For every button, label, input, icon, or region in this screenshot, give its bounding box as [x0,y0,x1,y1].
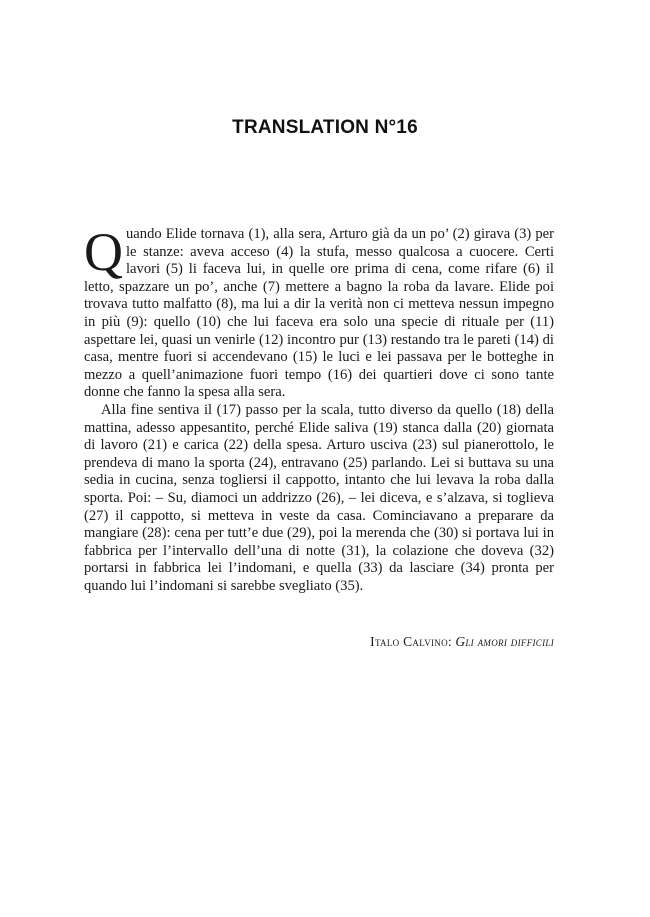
paragraph-1-text: uando Elide tornava (1), alla sera, Arturo già da un po’ (2) girava (3) per le stanze: aveva acceso (4) la stufa, messo qualcosa a cuocere. Certi lavori (5) li faceva lui, in quelle ore prima di cena, come rifare (6) il letto, spazzare un po’, anche (7) mettere a bagno la roba da lavare. Elide poi trovava tutto malfatto (8), ma lui a dir la verità non ci metteva nessun impegno in più (9): quello (10) che lui faceva era solo una specie di rituale per (11) aspettare lei, quasi un venirle (12) incontro pur (13) restando tra le pareti (14) di casa, mentre fuori si accendevano (15) le luci e lei passava per le botteghe in mezzo a quell’animazione fuori tempo (16) dei quartieri dove ci sono tante donne che fanno la spesa alla sera. [84,226,554,401]
work-title: Gli amori difficili [455,634,554,649]
page-title: TRANSLATION N°16 [232,117,418,138]
attribution [84,634,554,650]
drop-cap: Q [84,222,123,282]
author-name: Italo Calvino: [370,634,452,649]
passage-text [84,222,554,595]
paragraph-2: Alla fine sentiva il (17) passo per la scala, tutto diverso da quello (18) della mattina, adesso appesantito, perché Elide saliva (19) stanca dalla (20) giornata di lavoro (21) e carica (22) della spesa. Arturo usciva (23) sul pianerottolo, le prendeva di mano la sporta (24), entravano (25) parlando. Lei si buttava su una sedia in cucina, senza togliersi il cappotto, intanto che lui levava la roba dalla sporta. Poi: – Su, diamoci un addrizzo (26), – lei diceva, e s’alzava, si toglieva (27) il cappotto, si metteva in veste da casa. Cominciavano a preparare da mangiare (28): cena per tutt’e due (29), poi la merenda che (30) si portava lui in fabbrica per l’intervallo dell’una di notte (31), la colazione che doveva (32) portarsi in fabbrica lei l’indomani, e quella (33) da lasciare (34) pronta per quando lui l’indomani si sarebbe svegliato (35). [84,401,554,594]
paragraph-1 [84,222,554,402]
